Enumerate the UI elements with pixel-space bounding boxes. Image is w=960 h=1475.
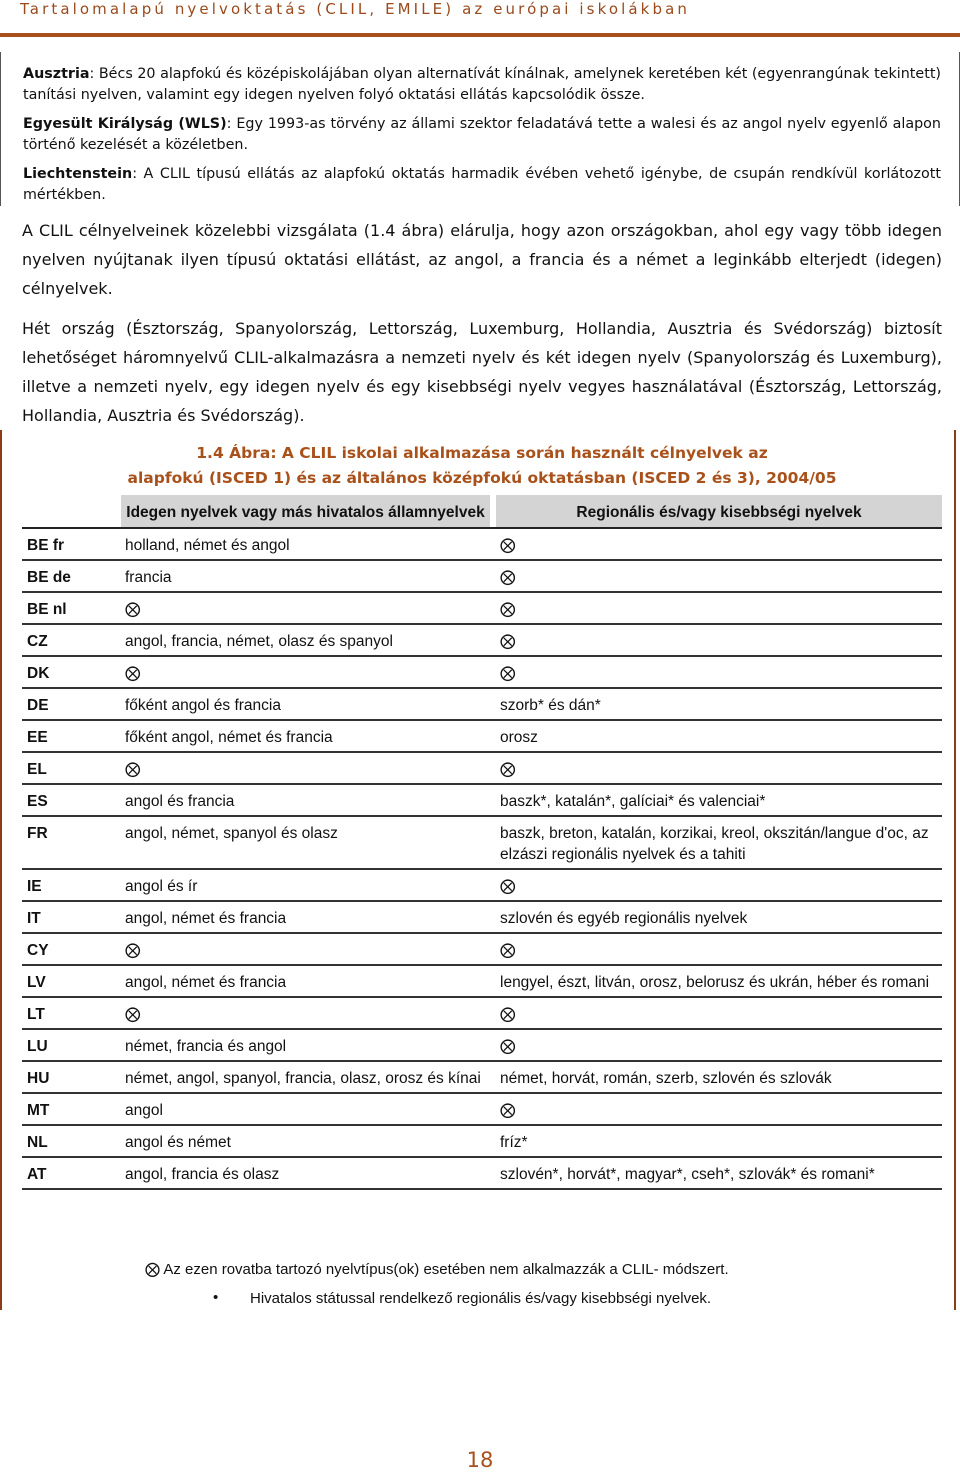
row-regional-languages: szorb* és dán* <box>496 688 942 720</box>
row-foreign-languages: ⨂ <box>121 997 490 1029</box>
table-row <box>22 528 942 560</box>
row-code: LT <box>22 997 121 1029</box>
row-foreign-languages: francia <box>121 560 490 592</box>
note-liechtenstein <box>23 164 941 206</box>
row-foreign-languages: főként angol és francia <box>121 688 490 720</box>
table-row <box>22 933 942 965</box>
row-foreign-languages: ⨂ <box>121 656 490 688</box>
note-uk-wales <box>23 114 941 156</box>
row-regional-languages: ⨂ <box>496 560 942 592</box>
row-code: CY <box>22 933 121 965</box>
legend-official-status: Hivatalos státussal rendelkező regionális és/vagy kisebbségi nyelvek. <box>250 1290 712 1307</box>
row-regional-languages: ⨂ <box>496 624 942 656</box>
row-regional-languages: ⨂ <box>496 592 942 624</box>
row-regional-languages: ⨂ <box>496 869 942 901</box>
row-foreign-languages: angol, német, spanyol és olasz <box>121 816 490 869</box>
row-foreign-languages: angol <box>121 1093 490 1125</box>
note-austria <box>23 64 941 106</box>
row-regional-languages: ⨂ <box>496 656 942 688</box>
row-foreign-languages: angol, francia, német, olasz és spanyol <box>121 624 490 656</box>
table-row <box>22 784 942 816</box>
table-row <box>22 1061 942 1093</box>
row-code: DE <box>22 688 121 720</box>
row-regional-languages: ⨂ <box>496 997 942 1029</box>
row-code: ES <box>22 784 121 816</box>
row-code: FR <box>22 816 121 869</box>
header-blank-cell <box>22 495 121 528</box>
row-code: MT <box>22 1093 121 1125</box>
row-foreign-languages: ⨂ <box>121 592 490 624</box>
row-regional-languages: ⨂ <box>496 752 942 784</box>
figure-right-rule <box>954 430 956 1310</box>
row-foreign-languages: angol és ír <box>121 869 490 901</box>
table-row <box>22 656 942 688</box>
row-foreign-languages: ⨂ <box>121 752 490 784</box>
figure-title-line-1: 1.4 Ábra: A CLIL iskolai alkalmazása során használt célnyelvek az <box>196 444 768 462</box>
table-row <box>22 592 942 624</box>
note-austria-label: Ausztria <box>23 66 90 82</box>
header-rule <box>0 33 960 37</box>
row-code: LU <box>22 1029 121 1061</box>
table-row <box>22 1157 942 1189</box>
row-regional-languages: ⨂ <box>496 1029 942 1061</box>
table-row <box>22 752 942 784</box>
table-row <box>22 997 942 1029</box>
row-code: AT <box>22 1157 121 1189</box>
row-regional-languages: szlovén*, horvát*, magyar*, cseh*, szlovák* és romani* <box>496 1157 942 1189</box>
note-liechtenstein-label: Liechtenstein <box>23 166 133 182</box>
row-foreign-languages: holland, német és angol <box>121 528 490 560</box>
row-code: IT <box>22 901 121 933</box>
row-foreign-languages: angol és francia <box>121 784 490 816</box>
row-foreign-languages: angol és német <box>121 1125 490 1157</box>
row-regional-languages: német, horvát, román, szerb, szlovén és szlovák <box>496 1061 942 1093</box>
row-code: LV <box>22 965 121 997</box>
row-foreign-languages: angol, német és francia <box>121 965 490 997</box>
country-notes-box <box>0 52 960 206</box>
row-foreign-languages: angol, francia és olasz <box>121 1157 490 1189</box>
page-number: 18 <box>466 1448 494 1472</box>
row-regional-languages: baszk*, katalán*, galíciai* és valenciai* <box>496 784 942 816</box>
note-austria-text: : Bécs 20 alapfokú és középiskolájában olyan alternatívát kínálnak, amelynek keretében két (egyenrangúnak tekintett) tanítási nyelven, valamint egy idegen nyelven folyó oktatási ellátás kapcsolódik össze. <box>23 66 941 103</box>
row-code: BE nl <box>22 592 121 624</box>
row-regional-languages: ⨂ <box>496 933 942 965</box>
row-regional-languages: ⨂ <box>496 528 942 560</box>
row-regional-languages: fríz* <box>496 1125 942 1157</box>
clil-languages-table <box>22 495 942 1190</box>
table-row <box>22 688 942 720</box>
column-header-regional: Regionális és/vagy kisebbségi nyelvek <box>496 495 942 528</box>
table-row <box>22 1125 942 1157</box>
row-code: DK <box>22 656 121 688</box>
table-row <box>22 869 942 901</box>
row-code: CZ <box>22 624 121 656</box>
row-regional-languages: lengyel, észt, litván, orosz, belorusz és ukrán, héber és romani <box>496 965 942 997</box>
row-foreign-languages: ⨂ <box>121 933 490 965</box>
body-paragraph-1: A CLIL célnyelveinek közelebbi vizsgálata (1.4 ábra) elárulja, hogy azon országokban, ahol egy vagy több idegen nyelven nyújtanak ilyen típusú oktatási ellátást, az angol, a francia és a német a leginkább elterjedt (idegen) célnyelvek. <box>22 221 942 298</box>
legend-not-applied: ⨂ Az ezen rovatba tartozó nyelvtípus(ok) esetében nem alkalmazzák a CLIL- módszert. <box>145 1261 729 1278</box>
column-header-foreign: Idegen nyelvek vagy más hivatalos államnyelvek <box>121 495 490 528</box>
row-code: BE fr <box>22 528 121 560</box>
row-foreign-languages: német, francia és angol <box>121 1029 490 1061</box>
body-paragraph-2: Hét ország (Észtország, Spanyolország, Lettország, Luxemburg, Hollandia, Ausztria és Svédország) biztosít lehetőséget háromnyelvű CLIL-alkalmazásra a nemzeti nyelv és két idegen nyelv (Spanyolország és Luxemburg), illetve a nemzeti nyelv, egy idegen nyelv és egy kisebbségi nyelv vegyes használatával (Észtország, Lettország, Hollandia, Ausztria és Svédország). <box>22 319 942 425</box>
table-row <box>22 1093 942 1125</box>
legend-bullet-icon: • <box>213 1289 219 1306</box>
row-foreign-languages: angol, német és francia <box>121 901 490 933</box>
row-code: HU <box>22 1061 121 1093</box>
table-row <box>22 1029 942 1061</box>
table-header-row <box>22 495 942 528</box>
table-row <box>22 720 942 752</box>
row-regional-languages: szlovén és egyéb regionális nyelvek <box>496 901 942 933</box>
running-header <box>0 0 960 52</box>
row-regional-languages: baszk, breton, katalán, korzikai, kreol, okszitán/langue d'oc, az elzászi regionális nyelvek és a tahiti <box>496 816 942 869</box>
row-code: BE de <box>22 560 121 592</box>
note-uk-wales-label: Egyesült Királyság (WLS) <box>23 116 227 132</box>
figure-left-rule <box>0 430 2 1310</box>
row-foreign-languages: német, angol, spanyol, francia, olasz, orosz és kínai <box>121 1061 490 1093</box>
figure-title-line-2: alapfokú (ISCED 1) és az általános középfokú oktatásban (ISCED 2 és 3), 2004/05 <box>127 469 837 487</box>
row-foreign-languages: főként angol, német és francia <box>121 720 490 752</box>
table-row <box>22 624 942 656</box>
table-row <box>22 816 942 869</box>
row-regional-languages: orosz <box>496 720 942 752</box>
row-code: NL <box>22 1125 121 1157</box>
table-row <box>22 965 942 997</box>
table-row <box>22 560 942 592</box>
table-row <box>22 901 942 933</box>
running-header-title: Tartalomalapú nyelvoktatás (CLIL, EMILE) az európai iskolákban <box>20 0 690 18</box>
row-regional-languages: ⨂ <box>496 1093 942 1125</box>
note-liechtenstein-text: : A CLIL típusú ellátás az alapfokú oktatás harmadik évében vehető igénybe, de csupán rendkívül korlátozott mértékben. <box>23 166 941 203</box>
note-uk-wales-text: : Egy 1993-as törvény az állami szektor feladatává tette a walesi és az angol nyelv egyenlő alapon történő kezelését a közéletben. <box>23 116 941 153</box>
row-code: IE <box>22 869 121 901</box>
row-code: EE <box>22 720 121 752</box>
row-code: EL <box>22 752 121 784</box>
